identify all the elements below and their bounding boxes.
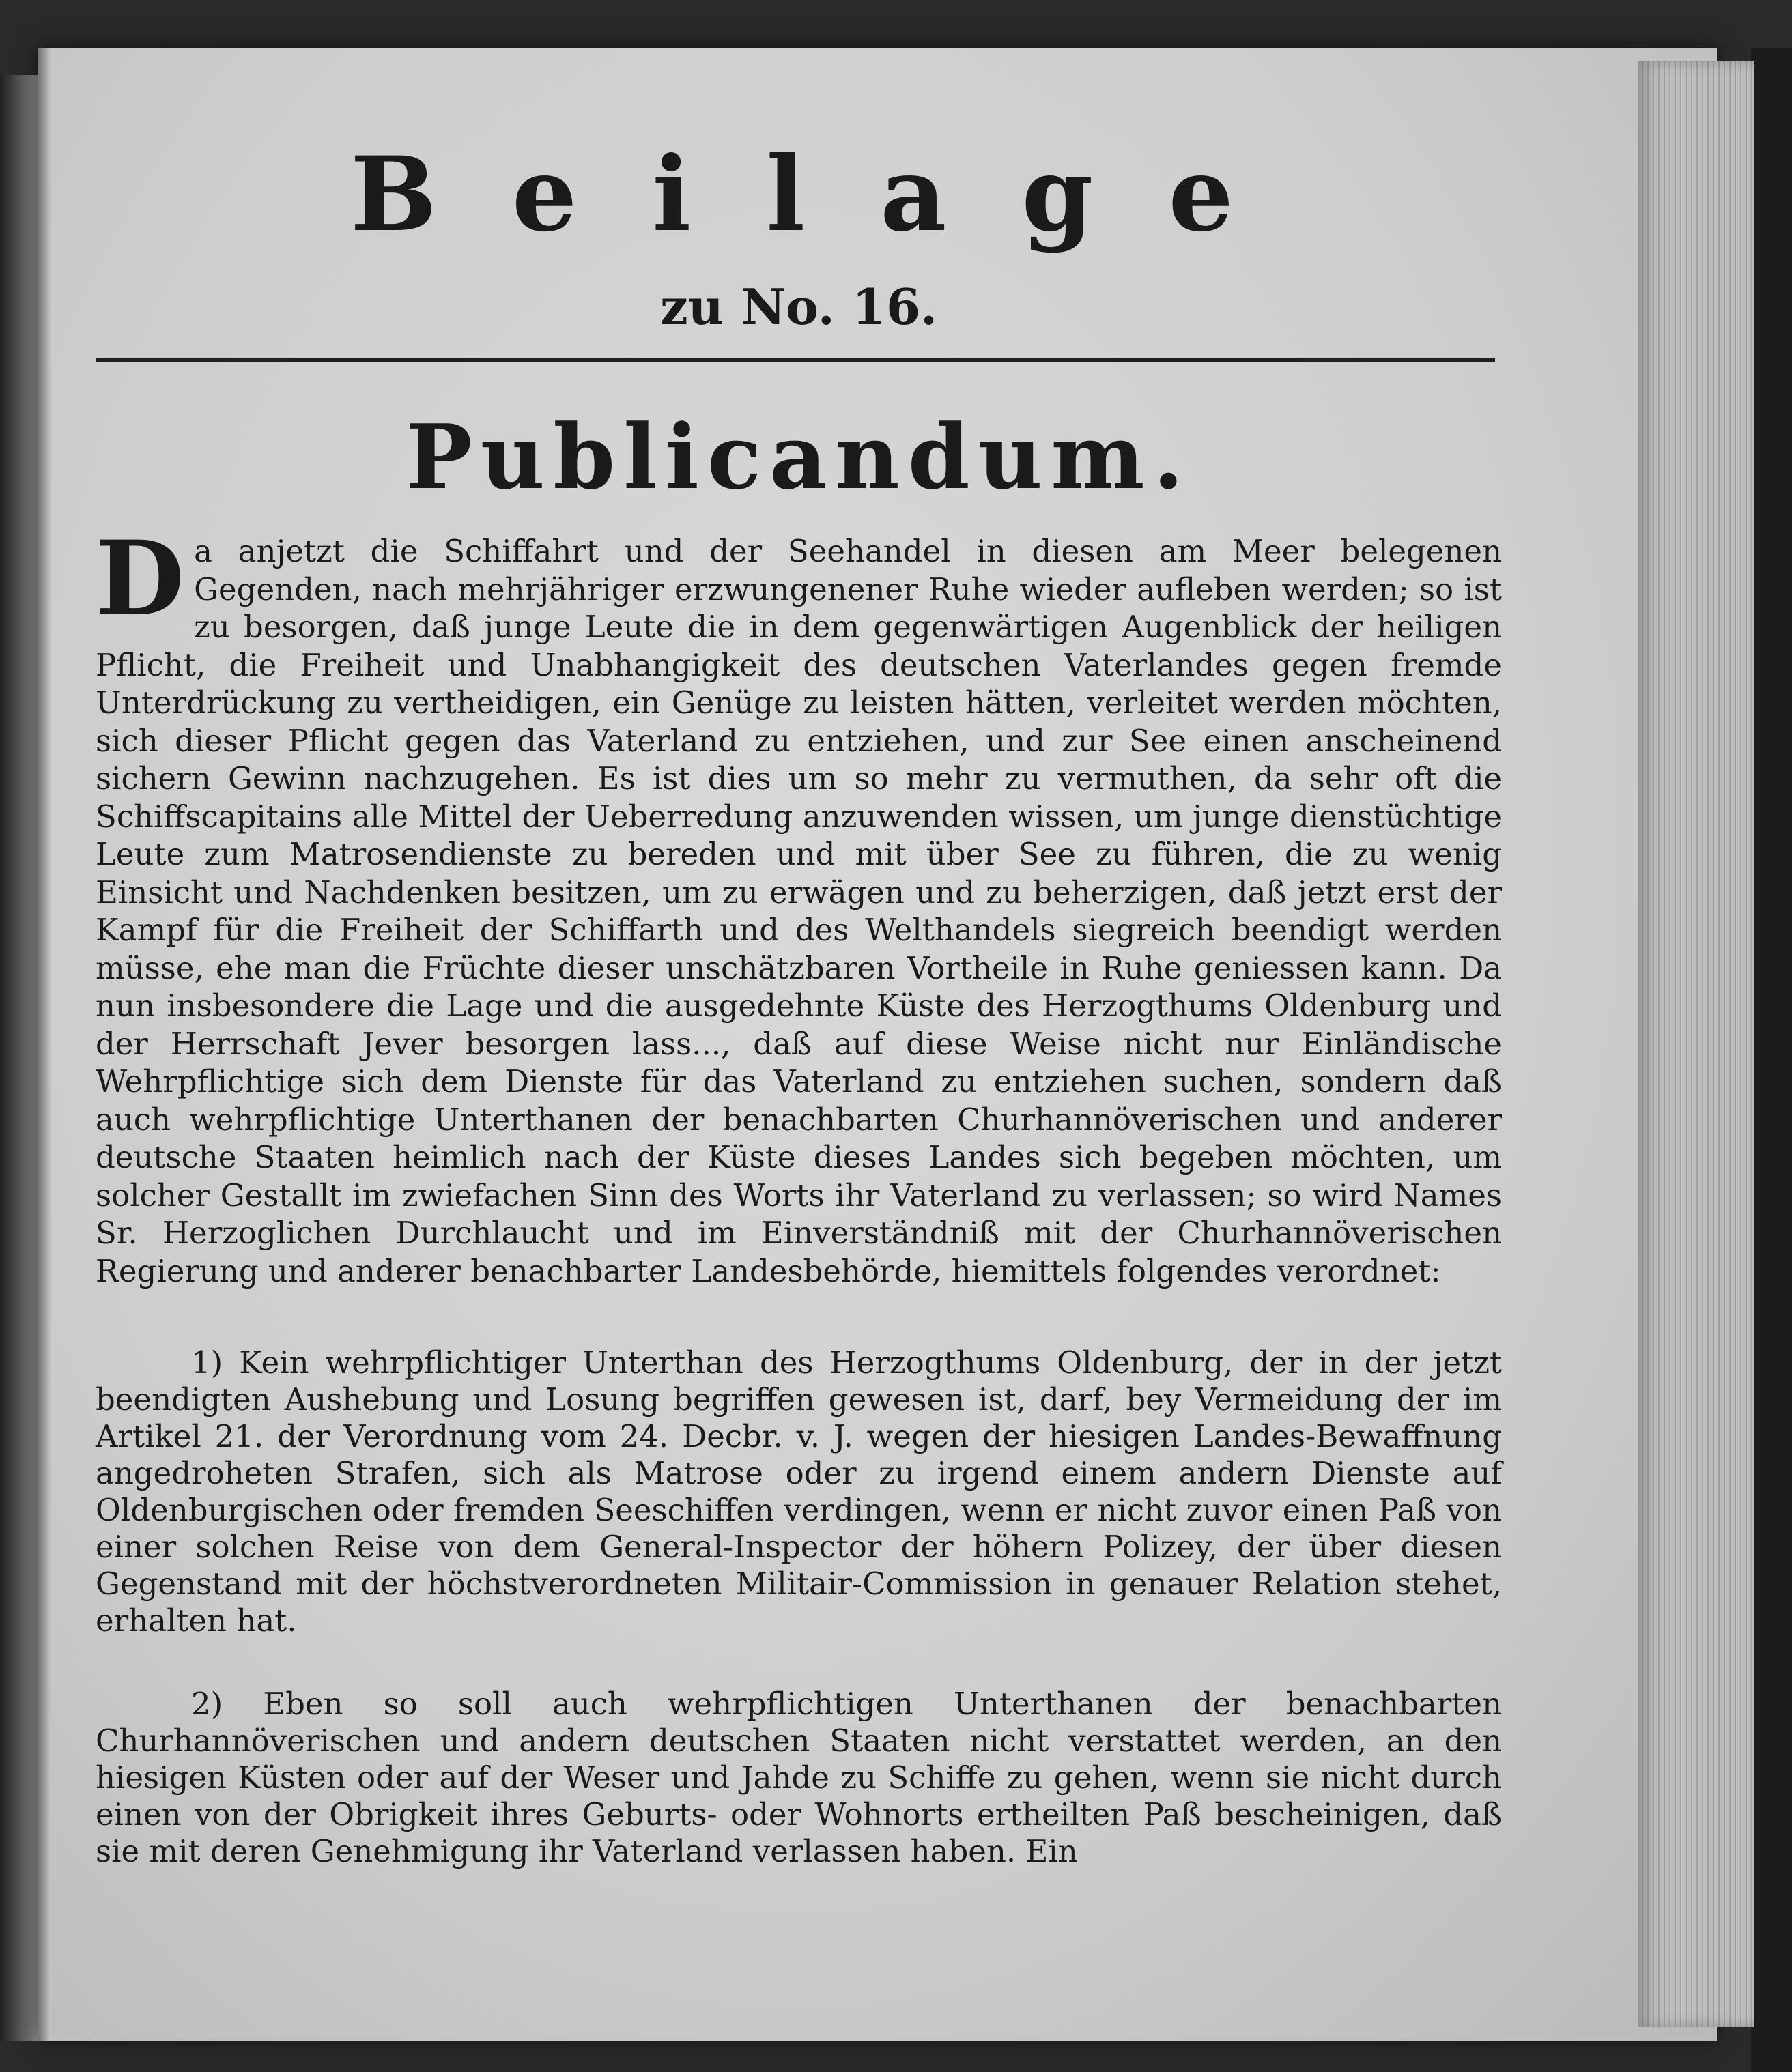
page-gutter: [38, 48, 51, 2041]
intro-paragraph: [96, 519, 1502, 1290]
page-stack-edges: [1638, 61, 1754, 2027]
page-content: [96, 123, 1502, 1979]
book-left-edge: [0, 75, 40, 2041]
book-right-shadow: [1751, 48, 1792, 2072]
section-heading: Publicandum.: [405, 405, 1193, 509]
divider-rule: [96, 358, 1495, 362]
page-subtitle: zu No. 16.: [659, 278, 938, 336]
intro-text: a anjetzt die Schiffahrt und der Seehandel in diesen am Meer belegenen Gegenden, nach mehrjähriger erzwungenener Ruhe wieder aufleben werden; so ist zu besorgen, daß junge Leute die in dem gegenwärtigen Augenblick der heiligen Pflicht, die Freiheit und Unabhangigkeit des deutschen Vaterlandes gegen fremde Unterdrückung zu vertheidigen, ein Genüge zu leisten hätten, verleitet werden möchten, sich dieser Pflicht gegen das Vaterland zu entziehen, und zur See einen anscheinend sichern Gewinn nachzugehen. Es ist dies um so mehr zu vermuthen, da sehr oft die Schiffscapitains alle Mittel der Ueberredung anzuwenden wissen, um junge dienstüchtige Leute zum Matrosendienste zu bereden und mit über See zu führen, die zu wenig Einsicht und Nachdenken besitzen, um zu erwägen und zu beherzigen, daß jetzt erst der Kampf für die Freiheit der Schiffarth und des Welthandels siegreich beendigt werden müsse, ehe man die Früchte dieser unschätzbaren Vortheile in Ruhe geniessen kann. Da nun insbesondere die Lage und die ausgedehnte Küste des Herzogthums Oldenburg und der Herrschaft Jever besorgen lass..., daß auf diese Weise nicht nur Einländische Wehrpflichtige sich dem Dienste für das Vaterland zu entziehen suchen, sondern daß auch wehrpflichtige Unterthanen der benachbarten Churhannöverischen und anderer deutsche Staaten heimlich nach der Küste dieses Landes sich begeben möchten, um solcher Gestallt im zwiefachen Sinn des Worts ihr Vaterland zu verlassen; so wird Names Sr. Herzoglichen Durchlaucht und im Einverständniß mit der Churhannöverischen Regierung und anderer benachbarter Landesbehörde, hiemittels folgendes verordnet:: [96, 533, 1502, 1289]
paragraph-1: 1) Kein wehrpflichtiger Unterthan des Herzogthums Oldenburg, der in der jetzt beendigten Aushebung und Losung begriffen gewesen ist, darf, bey Vermeidung der im Artikel 21. der Verordnung vom 24. Decbr. v. J. wegen der hiesigen Landes-Bewaffnung angedroheten Strafen, sich als Matrose oder zu irgend einem andern Dienste auf Oldenburgischen oder fremden Seeschiffen verdingen, wenn er nicht zuvor einen Paß von einer solchen Reise von dem General-Inspector der höhern Polizey, der über diesen Gegenstand mit der höchstverordneten Militair-Commission in genauer Relation stehet, erhalten hat.: [96, 1344, 1502, 1639]
page-title: Beilage: [350, 134, 1309, 255]
drop-cap: D: [96, 519, 185, 639]
paragraph-2: 2) Eben so soll auch wehrpflichtigen Unterthanen der benachbarten Churhannöverischen und andern deutschen Staaten nicht verstattet werden, an den hiesigen Küsten oder auf der Weser und Jahde zu Schiffe zu gehen, wenn sie nicht durch einen von der Obrigkeit ihres Geburts- oder Wohnorts ertheilten Paß bescheinigen, daß sie mit deren Genehmigung ihr Vaterland verlassen haben. Ein: [96, 1686, 1502, 1869]
